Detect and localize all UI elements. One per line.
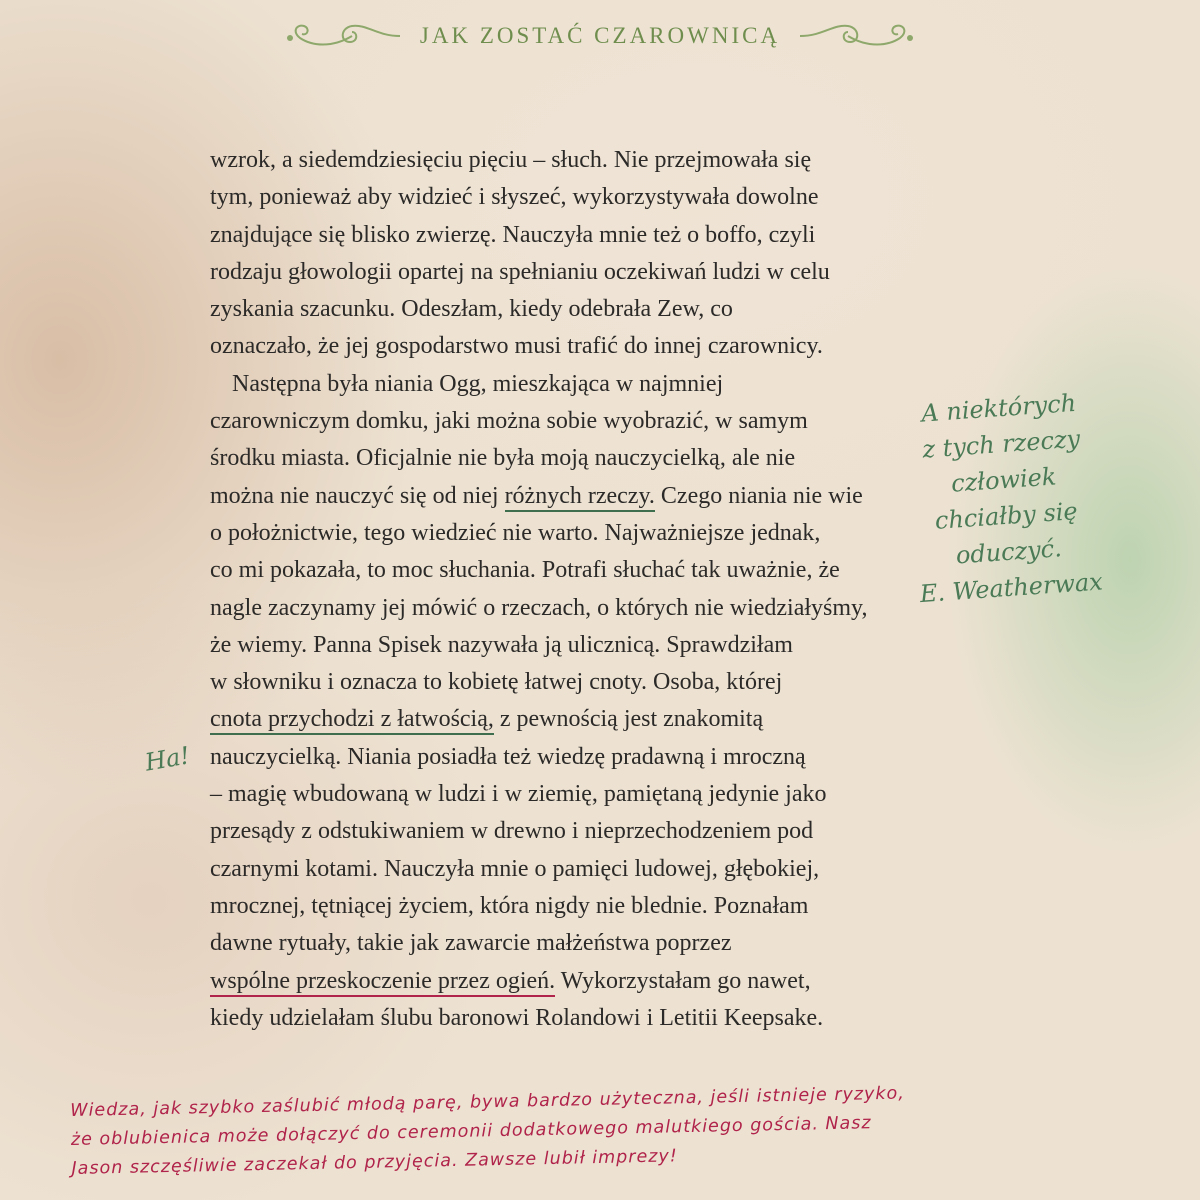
text-segment: można nie nauczyć się od niej xyxy=(210,482,505,509)
margin-note-ha: Ha! xyxy=(142,741,192,777)
flourish-ornament-icon xyxy=(282,16,402,56)
text-line: – magię wbudowaną w ludzi i w ziemię, pamiętaną jedynie jako xyxy=(210,781,827,808)
text-line: co mi pokazała, to moc słuchania. Potrafi słuchać tak uważnie, że xyxy=(210,557,840,584)
underlined-phrase-red: wspólne przeskoczenie przez ogień. xyxy=(210,968,555,997)
note-signature: E. Weatherwax xyxy=(918,567,1104,609)
text-line: przesądy z odstukiwaniem w drewno i nieprzechodzeniem pod xyxy=(210,818,814,845)
text-line: tym, ponieważ aby widzieć i słyszeć, wykorzystywała dowolne xyxy=(210,184,819,211)
text-line xyxy=(210,478,930,515)
text-line: środku miasta. Oficjalnie nie była moją nauczycielką, ale nie xyxy=(210,445,796,472)
text-line: zyskania szacunku. Odeszłam, kiedy odebrała Zew, co xyxy=(210,296,733,323)
footer-handwritten-note xyxy=(70,1074,1172,1184)
note-line: A niektórych xyxy=(920,388,1077,428)
note-line: oduczyć. xyxy=(954,534,1063,570)
note-line: że oblubienica może dołączyć do ceremonii dodatkowego malutkiego gościa. Nasz xyxy=(70,1113,872,1150)
note-line: człowiek xyxy=(950,462,1058,498)
text-line: rodzaju głowologii opartej na spełnianiu oczekiwań ludzi w celu xyxy=(210,258,830,285)
text-line: czarnymi kotami. Nauczyła mnie o pamięci ludowej, głębokiej, xyxy=(210,855,820,882)
note-line: Jason szczęśliwie zaczekał do przyjęcia. Zawsze lubił imprezy! xyxy=(71,1146,678,1179)
text-segment: z pewnością jest znakomitą xyxy=(493,706,764,733)
text-line: nagle zaczynamy jej mówić o rzeczach, o których nie wiedziałyśmy, xyxy=(210,594,868,621)
running-header xyxy=(0,14,1200,58)
underlined-phrase-green: różnych rzeczy. xyxy=(505,483,655,512)
text-line: oznaczało, że jej gospodarstwo musi trafić do innej czarownicy. xyxy=(210,333,823,360)
text-line: nauczycielką. Niania posiadła też wiedzę pradawną i mroczną xyxy=(210,743,806,770)
text-line: że wiemy. Panna Spisek nazywała ją ulicznicą. Sprawdziłam xyxy=(210,631,793,658)
note-line: Wiedza, jak szybko zaślubić młodą parę, bywa bardzo użyteczna, jeśli istnieje ryzyko, xyxy=(70,1083,906,1121)
paragraph-start-line: Następna była niania Ogg, mieszkająca w najmniej xyxy=(232,370,724,397)
text-line: mrocznej, tętniącej życiem, która nigdy nie blednie. Poznałam xyxy=(210,892,809,919)
text-segment: Wykorzystałam go nawet, xyxy=(555,967,811,994)
text-line: wzrok, a siedemdziesięciu pięciu – słuch. Nie przejmowała się xyxy=(210,147,812,173)
text-line: o położnictwie, tego wiedzieć nie warto. Najważniejsze jednak, xyxy=(210,519,821,546)
text-line: dawne rytuały, takie jak zawarcie małżeństwa poprzez xyxy=(210,930,732,957)
text-segment: Czego niania nie wie xyxy=(654,482,863,509)
text-line: czarowniczym domku, jaki można sobie wyobrazić, w samym xyxy=(210,408,808,435)
text-line: w słowniku i oznacza to kobietę łatwej cnoty. Osoba, której xyxy=(210,669,783,696)
margin-note-weatherwax xyxy=(893,383,1118,613)
running-header-title: JAK ZOSTAĆ CZAROWNICĄ xyxy=(419,23,781,48)
text-line xyxy=(210,963,930,1000)
text-line xyxy=(210,701,930,738)
flourish-ornament-icon xyxy=(798,16,918,56)
body-text xyxy=(210,142,930,1037)
note-line: z tych rzeczy xyxy=(921,424,1082,464)
underlined-phrase-green: cnota przychodzi z łatwością, xyxy=(210,706,494,735)
note-line: chciałby się xyxy=(934,497,1079,535)
text-line: znajdujące się blisko zwierzę. Nauczyła mnie też o boffo, czyli xyxy=(210,221,816,248)
text-line: kiedy udzielałam ślubu baronowi Rolandowi i Letitii Keepsake. xyxy=(210,1004,824,1031)
